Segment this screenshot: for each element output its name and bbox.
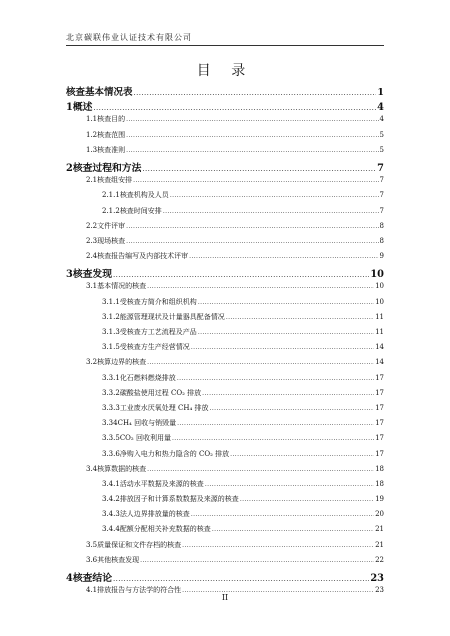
dot-leader (212, 526, 374, 533)
toc-entry[interactable] (66, 236, 384, 251)
toc-entry-number: 3.1.1 (102, 297, 120, 306)
toc-entry-page: 10 (375, 282, 384, 291)
toc-entry[interactable] (66, 297, 384, 312)
dot-leader (177, 375, 374, 382)
toc-entry[interactable] (66, 570, 384, 585)
toc-entry-number: 4.1 (86, 586, 98, 595)
toc-entry-title: 质量保证和文件存档的核查 (97, 540, 182, 549)
toc-entry-number: 2.2 (86, 221, 98, 230)
toc-entry-number: 1.2 (86, 130, 98, 139)
toc-entry-title: 核算边界的核查 (97, 358, 147, 367)
toc-entry-page: 9 (379, 252, 384, 261)
page-header: 北京碳联伟业认证技术有限公司 (66, 33, 192, 42)
toc-entry-page: 8 (379, 221, 384, 230)
dot-leader (170, 192, 379, 199)
dot-leader (182, 542, 374, 549)
toc-entry-page: 22 (375, 555, 384, 564)
dot-leader (140, 557, 374, 564)
toc-entry-number: 3.5 (86, 540, 98, 549)
toc-entry[interactable] (66, 524, 384, 539)
toc-entry[interactable] (66, 464, 384, 479)
toc-entry[interactable] (66, 190, 384, 205)
toc-entry[interactable] (66, 160, 384, 175)
dot-leader (191, 511, 374, 518)
toc-entry[interactable] (66, 449, 384, 464)
toc-entry[interactable] (66, 281, 384, 296)
toc-entry-page: 18 (375, 464, 384, 473)
toc-entry-title: 受核查方简介和组织机构 (119, 297, 197, 306)
toc-entry-page: 17 (375, 388, 384, 397)
toc-entry-title: 概述 (72, 102, 93, 114)
toc-entry-page: 23 (370, 573, 384, 584)
toc-entry[interactable] (66, 327, 384, 342)
dot-leader (126, 132, 378, 139)
dot-leader (147, 466, 374, 473)
toc-entry-number: 1 (66, 102, 73, 114)
toc-entry-page: 17 (375, 373, 384, 382)
toc-entry-title: 工业废水厌氧处理 CH₄ 排放 (119, 403, 209, 412)
toc-entry-page: 5 (379, 130, 384, 139)
dot-leader (189, 253, 378, 260)
toc-entry-title: 核查基本情况表 (66, 87, 133, 98)
toc-entry[interactable] (66, 130, 384, 145)
dot-leader (205, 481, 374, 488)
toc-entry-number: 3.3.6 (102, 449, 120, 458)
dot-leader (113, 271, 369, 279)
toc-entry-number: 3.4.3 (102, 510, 120, 519)
toc-entry-number: 4 (66, 573, 73, 584)
toc-entry-number: 1.3 (86, 145, 98, 154)
toc-entry-number: 3.6 (86, 555, 98, 564)
toc-entry[interactable] (66, 312, 384, 327)
toc-entry-title: 配额分配相关补充数据的核查 (119, 525, 211, 534)
toc-entry-page: 7 (377, 162, 384, 174)
toc-entry-title: CH₄ 回收与销毁量 (117, 419, 177, 428)
toc-entry-page: 17 (375, 419, 384, 428)
toc-entry-title: 核查发现 (72, 269, 113, 281)
toc-entry-number: 2.4 (86, 252, 98, 261)
toc-entry-page: 17 (375, 434, 384, 443)
toc-entry[interactable] (66, 99, 384, 114)
toc-entry-title: 现场核查 (97, 236, 126, 245)
toc-entry[interactable] (66, 494, 384, 509)
toc-entry-page: 10 (370, 269, 384, 281)
toc-entry-page: 7 (379, 176, 384, 185)
dot-leader (147, 283, 374, 290)
toc-entry[interactable] (66, 221, 384, 236)
toc-entry-number: 2.3 (86, 236, 98, 245)
toc-entry-title: 核查报告编写及内部技术评审 (97, 252, 189, 261)
dot-leader (202, 390, 374, 397)
toc-entry-number: 2.1.1 (102, 191, 120, 200)
toc-entry-page: 20 (375, 510, 384, 519)
toc-entry[interactable] (66, 114, 384, 129)
dot-leader (134, 89, 377, 97)
toc-entry-number: 3.4 (86, 464, 98, 473)
header-divider (66, 45, 384, 46)
toc-entry-page: 1 (377, 87, 384, 98)
toc-entry[interactable] (66, 266, 384, 281)
toc-entry-title: 核查目的 (97, 115, 126, 124)
dot-leader (147, 359, 374, 366)
toc-entry-page: 10 (375, 297, 384, 306)
toc-entry-number: 3.1.3 (102, 328, 120, 336)
toc-entry-number: 3.4.2 (102, 495, 120, 504)
toc-entry-page: 4 (379, 115, 384, 124)
dot-leader (113, 575, 369, 583)
dot-leader (126, 223, 378, 230)
toc-entry-number: 3.3.2 (102, 388, 120, 397)
dot-leader (198, 329, 374, 336)
toc-entry-page: 21 (375, 525, 384, 534)
toc-entry[interactable] (66, 418, 384, 433)
toc-entry-page: 5 (379, 145, 384, 154)
toc-entry[interactable] (66, 357, 384, 372)
toc-entry-number: 2.1 (86, 176, 98, 185)
toc-entry-number: 2.1.2 (102, 206, 120, 215)
toc-entry-title: 核查准则 (97, 145, 126, 154)
toc-entry-title: 排放因子和计算系数数据及来源的核查 (119, 495, 239, 504)
toc-entry-page: 11 (375, 312, 384, 321)
dot-leader (126, 238, 378, 245)
toc-entry-title: 法人边界排放量的核查 (119, 510, 190, 519)
toc-entry-title: 活动水平数据及来源的核查 (119, 479, 204, 488)
toc-entry-page: 23 (375, 586, 384, 595)
toc-entry-title: 化石燃料燃烧排放 (119, 373, 176, 382)
toc-entry[interactable] (66, 145, 384, 160)
toc-entry-page: 14 (375, 358, 384, 367)
dot-leader (142, 165, 376, 173)
toc-entry-title: 排放报告与方法学的符合性 (97, 586, 182, 595)
toc-entry[interactable] (66, 373, 384, 388)
toc-entry[interactable] (66, 251, 384, 266)
toc-entry-title: 碳酸盐使用过程 CO₂ 排放 (119, 388, 202, 397)
dot-leader (177, 420, 374, 427)
toc-entry-number: 3.1.2 (102, 312, 120, 321)
toc-entry-title: 核查过程和方法 (72, 162, 142, 174)
toc-entry-title: 核查组安排 (97, 176, 133, 185)
table-of-contents (66, 84, 384, 600)
toc-entry-page: 4 (377, 102, 384, 114)
toc-entry-title: 核算数据的核查 (97, 464, 147, 473)
toc-entry-page: 19 (375, 495, 384, 504)
dot-leader (133, 177, 378, 184)
toc-entry[interactable] (66, 479, 384, 494)
toc-entry-number: 3.1.5 (102, 343, 120, 352)
toc-entry-page: 21 (375, 540, 384, 549)
page-number: II (221, 593, 229, 602)
dot-leader (230, 451, 374, 458)
toc-entry-title: 核查时间安排 (119, 206, 162, 215)
toc-entry-title: 净购入电力和热力隐含的 CO₂ 排放 (119, 449, 230, 458)
toc-entry-page: 7 (379, 191, 384, 200)
toc-title: 目 录 (196, 63, 254, 79)
toc-entry[interactable] (66, 175, 384, 190)
toc-entry-title: 核查范围 (97, 130, 126, 139)
toc-entry-title: 基本情况的核查 (97, 282, 147, 291)
dot-leader (126, 116, 378, 123)
toc-entry-number: 3 (66, 269, 73, 281)
dot-leader (126, 147, 378, 154)
dot-leader (210, 405, 375, 412)
toc-entry-page: 7 (379, 206, 384, 215)
toc-entry[interactable] (66, 555, 384, 570)
toc-entry-number: 3.3.3 (102, 403, 120, 412)
toc-entry-title: 受核查方工艺流程及产品 (119, 328, 197, 336)
toc-entry[interactable] (66, 388, 384, 403)
dot-leader (191, 344, 374, 351)
toc-entry-number: 3.34 (102, 419, 118, 428)
dot-leader (93, 104, 376, 112)
toc-entry-title: 核查机构及人员 (119, 191, 169, 200)
dot-leader (240, 496, 374, 503)
dot-leader (198, 299, 374, 306)
toc-entry[interactable] (66, 509, 384, 524)
toc-entry[interactable] (66, 403, 384, 418)
toc-entry-title: 核查结论 (72, 573, 113, 584)
toc-entry[interactable] (66, 84, 384, 99)
toc-entry[interactable] (66, 206, 384, 221)
toc-entry-number: 3.2 (86, 358, 98, 367)
toc-entry-number: 1.1 (86, 115, 98, 124)
toc-entry-title: CO₂ 回收利用量 (119, 434, 171, 443)
toc-entry-page: 14 (375, 343, 384, 352)
toc-entry[interactable] (66, 433, 384, 448)
dot-leader (163, 208, 379, 215)
toc-entry-number: 3.1 (86, 282, 98, 291)
toc-entry-number: 2 (66, 162, 73, 174)
toc-entry-number: 3.4.1 (102, 479, 120, 488)
toc-entry[interactable] (66, 540, 384, 555)
toc-entry-page: 18 (375, 479, 384, 488)
toc-entry-number: 3.3.5 (102, 434, 120, 443)
toc-entry-page: 11 (375, 328, 384, 336)
toc-entry-number: 3.4.4 (102, 525, 120, 534)
toc-entry-title: 其他核查发现 (97, 555, 140, 564)
toc-entry[interactable] (66, 342, 384, 357)
toc-entry-page: 17 (375, 403, 384, 412)
dot-leader (172, 435, 374, 442)
toc-entry-page: 8 (379, 236, 384, 245)
toc-entry-page: 17 (375, 449, 384, 458)
toc-entry-title: 文件评审 (97, 221, 126, 230)
dot-leader (226, 314, 374, 321)
toc-entry-number: 3.3.1 (102, 373, 120, 382)
toc-entry-title: 受核查方生产经营情况 (119, 343, 190, 352)
toc-entry-title: 能源管理现状及计量器具配备情况 (119, 312, 225, 321)
